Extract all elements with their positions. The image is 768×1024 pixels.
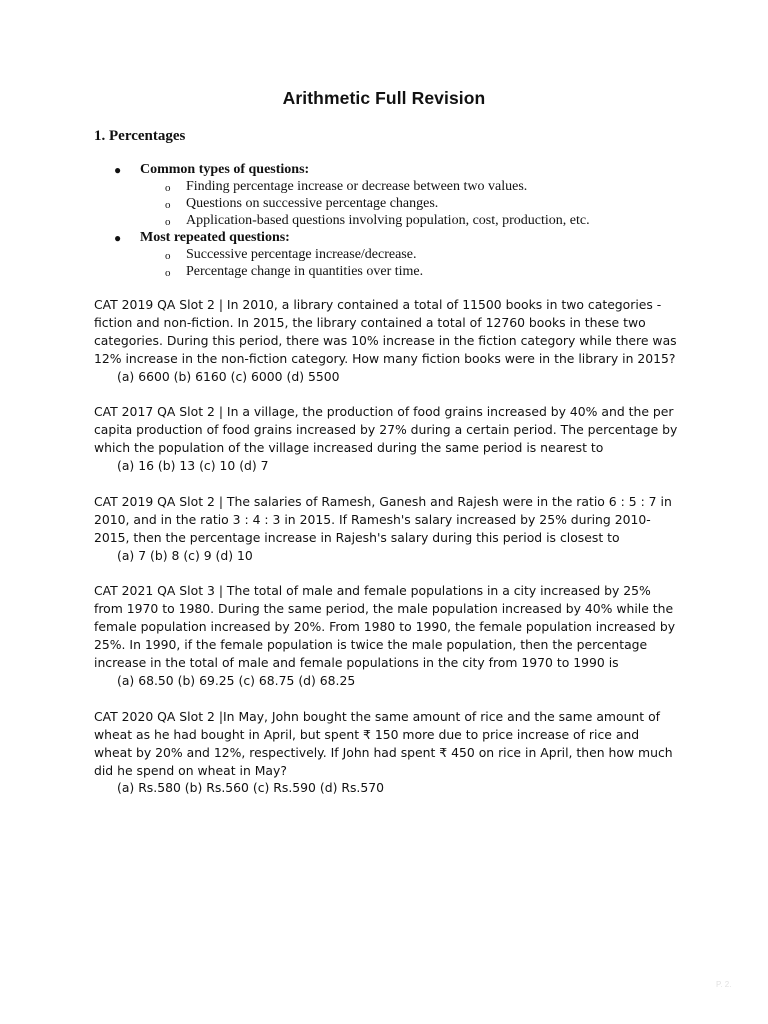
question-options: (a) 16 (b) 13 (c) 10 (d) 7 [117, 458, 269, 474]
bullet-label: Common types of questions: [140, 162, 310, 177]
sub-bullet-item [94, 213, 734, 230]
question-block [94, 296, 680, 386]
question-block [94, 493, 680, 565]
bullet-item [94, 230, 734, 247]
question-block [94, 403, 680, 475]
page-number: P. 2. [716, 980, 732, 989]
question-text: CAT 2017 QA Slot 2 | In a village, the production of food grains increased by 40% and the per capita production of food grains increased by 27% during a certain period. The percentage by which the population of the village increased during the same period is nearest to [94, 404, 678, 456]
question-options: (a) Rs.580 (b) Rs.560 (c) Rs.590 (d) Rs.570 [117, 780, 384, 796]
question-text: CAT 2020 QA Slot 2 |In May, John bought the same amount of rice and the same amount of wheat as he had bought in April, but spent ₹ 150 more due to price increase of rice and wheat by 20% and 12%, respectively. If John had spent ₹ 450 on rice in April, then how much did he spend on wheat in May? [94, 708, 673, 778]
circle-bullet-icon: o [165, 199, 171, 211]
bullet-dot-icon: ● [114, 163, 122, 177]
question-options: (a) 6600 (b) 6160 (c) 6000 (d) 5500 [117, 368, 340, 384]
question-block [94, 582, 680, 689]
circle-bullet-icon: o [165, 182, 171, 194]
bullet-dot-icon: ● [114, 231, 122, 245]
circle-bullet-icon: o [165, 216, 171, 228]
sub-bullet-text: Successive percentage increase/decrease. [186, 247, 417, 262]
question-text: CAT 2019 QA Slot 2 | The salaries of Ramesh, Ganesh and Rajesh were in the ratio 6 : 5 : 7 in 2010, and in the ratio 3 : 4 : 3 in 2015. If Ramesh's salary increased by 25% during 2010-2015, then the percentage increase in Rajesh's salary during this period is closest to [94, 493, 672, 545]
circle-bullet-icon: o [165, 250, 171, 262]
circle-bullet-icon: o [165, 267, 171, 279]
topic-bullet-list [94, 162, 734, 281]
bullet-label: Most repeated questions: [140, 230, 290, 245]
sub-bullet-item [94, 264, 734, 281]
question-options: (a) 7 (b) 8 (c) 9 (d) 10 [117, 547, 253, 563]
question-list [94, 296, 680, 815]
question-text: CAT 2019 QA Slot 2 | In 2010, a library contained a total of 11500 books in two categories - fiction and non-fiction. In 2015, the library contained a total of 12760 books in these two categories. During this period, there was 10% increase in the fiction category while there was 12% increase in the non-fiction category. How many fiction books were in the library in 2015? [94, 297, 677, 366]
sub-bullet-text: Finding percentage increase or decrease between two values. [186, 179, 528, 194]
sub-bullet-item [94, 247, 734, 264]
sub-bullet-text: Questions on successive percentage changes. [186, 196, 439, 211]
bullet-item [94, 162, 734, 179]
question-text: CAT 2021 QA Slot 3 | The total of male and female populations in a city increased by 25% from 1970 to 1980. During the same period, the male population increased by 40% while the female population increased by 20%. From 1980 to 1990, the female population increased by 25%. In 1990, if the female population is twice the male population, then the percentage increase in the total of male and female populations in the city from 1970 to 1990 is [94, 583, 676, 671]
sub-bullet-item [94, 196, 734, 213]
sub-bullet-item [94, 179, 734, 196]
question-block [94, 708, 680, 798]
sub-bullet-text: Percentage change in quantities over time. [186, 264, 424, 279]
question-options: (a) 68.50 (b) 69.25 (c) 68.75 (d) 68.25 [117, 672, 356, 688]
document-title: Arithmetic Full Revision [282, 88, 486, 108]
sub-bullet-text: Application-based questions involving population, cost, production, etc. [186, 213, 590, 228]
section-heading: 1. Percentages [94, 128, 186, 144]
